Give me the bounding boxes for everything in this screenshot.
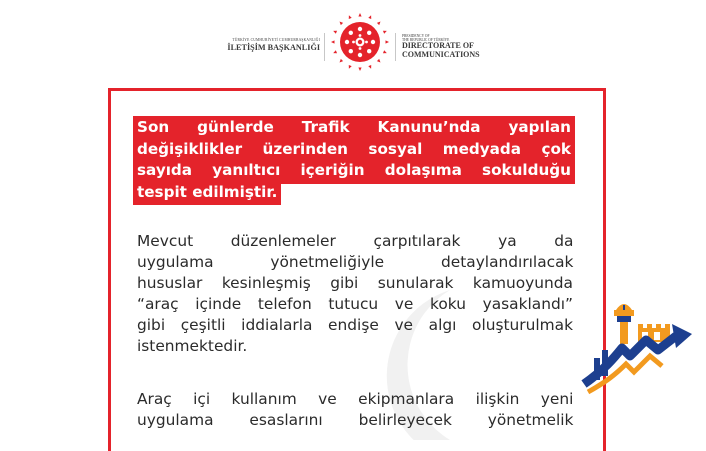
highlight-line: Son günlerde Trafik Kanunu’nda yapılan	[133, 116, 575, 138]
body-paragraph-1	[137, 231, 573, 358]
paragraph-line: istenmektedir.	[137, 337, 248, 356]
header-right-small: THE REPUBLIC OF TÜRKİYE	[402, 38, 450, 43]
highlight-line: tespit edilmiştir.	[133, 181, 575, 203]
body-paragraph-2	[137, 389, 573, 431]
header-right-title: DIRECTORATE OF	[402, 41, 474, 51]
highlight-line: sayıda yanıltıcı içeriğin dolaşıma sokulduğu	[133, 159, 575, 181]
highlight-text-block	[133, 116, 575, 202]
highlight-line: değişiklikler üzerinden sosyal medyada çok	[133, 138, 575, 160]
header-bar	[0, 0, 706, 88]
header-right-small: PRESIDENCY OF	[402, 34, 430, 38]
paragraph-line: uygulama esaslarını belirleyecek yönetmelik	[137, 411, 574, 430]
paragraph-line: “araç içinde telefon tutucu ve koku yasaklandı”	[137, 295, 573, 314]
paragraph-line: Araç içi kullanım ve ekipmanlara ilişkin yeni	[137, 390, 574, 408]
presidential-emblem-icon	[328, 10, 392, 78]
header-left-small: TÜRKİYE CUMHURİYETİ CUMHURBAŞKANLIĞI	[232, 38, 320, 42]
paragraph-line: hususlar kesinleşmiş gibi sunularak kamuoyunda	[137, 274, 573, 293]
city-chart-logo-icon	[576, 292, 694, 402]
paragraph-line: uygulama yönetmeliğiyle detaylandırılacak	[137, 253, 574, 272]
header-divider	[395, 33, 396, 61]
paragraph-line: Mevcut düzenlemeler çarpıtılarak ya da	[137, 232, 574, 250]
paragraph-line: gibi çeşitli iddialarla endişe ve algı oluşturulmak	[137, 316, 573, 335]
header-divider	[324, 33, 325, 61]
header-right-label	[402, 34, 480, 60]
header-left-label	[227, 38, 320, 52]
header-right-title: COMMUNICATIONS	[402, 50, 480, 60]
header-left-title: İLETİŞİM BAŞKANLIĞI	[227, 43, 320, 52]
